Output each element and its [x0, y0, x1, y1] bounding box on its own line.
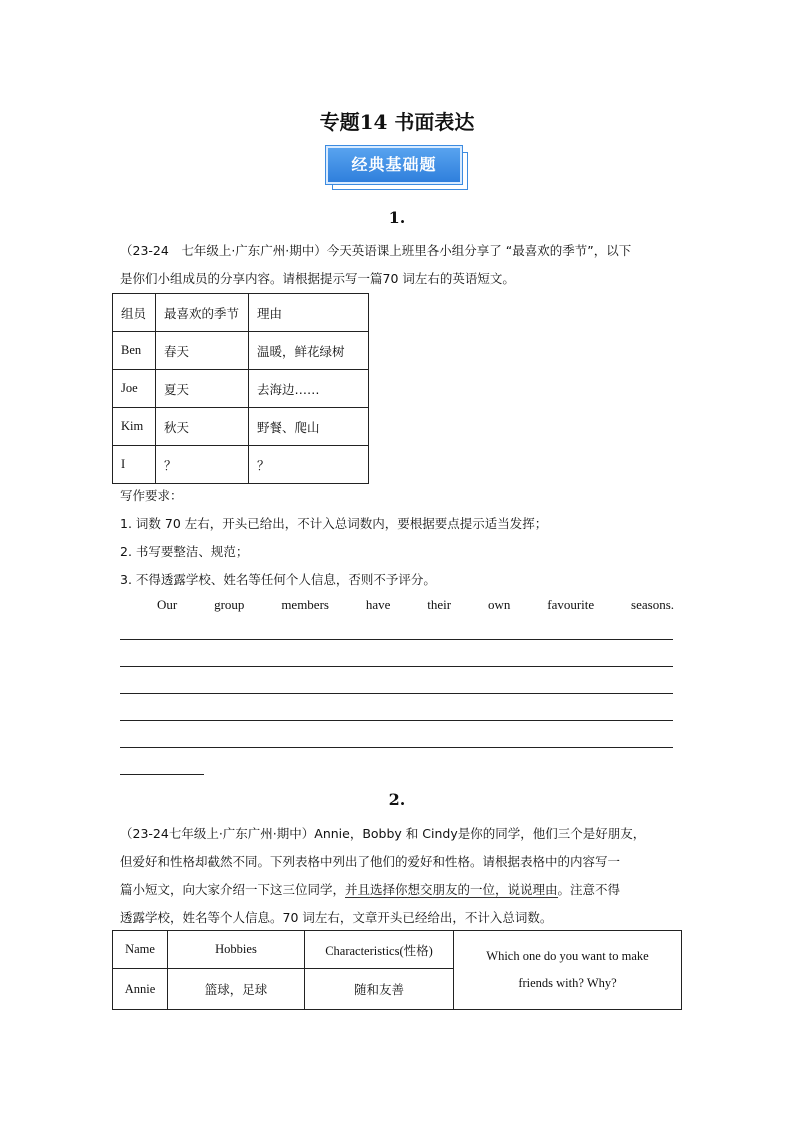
answer-line-short[interactable] — [120, 774, 204, 775]
requirement-item: 3. 不得透露学校、姓名等任何个人信息，否则不予评分。 — [120, 572, 436, 587]
q1-requirements — [120, 482, 676, 594]
table-header-row — [113, 294, 369, 332]
header-cell: 理由 — [249, 294, 369, 332]
opening-word: favourite — [547, 597, 595, 612]
q1-table — [112, 293, 369, 484]
table-row — [113, 446, 369, 484]
header-cell: Name — [113, 931, 168, 969]
banner-label: 经典基础题 — [326, 146, 462, 184]
question-line: Which one do you want to make — [486, 949, 649, 963]
header-cell: Hobbies — [168, 931, 305, 969]
q1-intro — [120, 237, 676, 293]
page-title: 专题14 书面表达 — [319, 110, 475, 134]
table-row — [113, 370, 369, 408]
q2-intro-line-3-part: 篇小短文，向大家介绍一下这三位同学， — [120, 882, 346, 897]
question-line: friends with? Why? — [518, 976, 617, 990]
opening-word: seasons. — [631, 597, 674, 612]
q2-intro-underlined: 并且选择你想交朋友的一位，说说理由 — [345, 882, 558, 897]
requirement-item: 1. 词数 70 左右，开头已给出，不计入总词数内，要根据要点提示适当发挥； — [120, 516, 548, 531]
header-cell: Characteristics(性格) — [305, 931, 454, 969]
answer-line[interactable] — [120, 639, 673, 640]
requirements-title: 写作要求： — [120, 488, 183, 503]
table-row — [113, 408, 369, 446]
q2-table — [112, 930, 682, 1010]
q2-intro-line-4: 透露学校，姓名等个人信息。70 词左右，文章开头已经给出，不计入总词数。 — [120, 910, 553, 925]
opening-word: Our — [157, 597, 178, 612]
table-cell: 随和友善 — [305, 969, 454, 1010]
table-cell: 去海边…… — [249, 370, 369, 408]
q2-intro-line-2: 但爱好和性格却截然不同。下列表格中列出了他们的爱好和性格。请根据表格中的内容写一 — [120, 854, 621, 869]
opening-word: members — [281, 597, 329, 612]
question-number-1: 1. — [388, 208, 406, 227]
table-cell: Kim — [113, 408, 156, 446]
q1-intro-line-2: 是你们小组成员的分享内容。请根据提示写一篇70 词左右的英语短文。 — [120, 271, 515, 286]
table-cell: 野餐、爬山 — [249, 408, 369, 446]
section-banner — [326, 146, 470, 192]
q1-opening-sentence — [157, 597, 674, 613]
q2-intro — [120, 820, 676, 932]
table-cell: Annie — [113, 969, 168, 1010]
table-cell: 温暖，鲜花绿树 — [249, 332, 369, 370]
table-cell: 篮球，足球 — [168, 969, 305, 1010]
question-number-2: 2. — [388, 790, 406, 809]
answer-line[interactable] — [120, 747, 673, 748]
table-header-row — [113, 931, 682, 969]
q2-intro-line-1: （23-24七年级上·广东广州·期中）Annie，Bobby 和 Cindy是你的同学，他们三个是好朋友， — [120, 826, 646, 841]
table-cell: 夏天 — [156, 370, 249, 408]
table-cell: ？ — [156, 446, 249, 484]
header-cell: 组员 — [113, 294, 156, 332]
table-cell: 春天 — [156, 332, 249, 370]
table-row — [113, 332, 369, 370]
q1-intro-line-1: （23-24 七年级上·广东广州·期中）今天英语课上班里各小组分享了 “最喜欢的季节”，以下 — [120, 243, 632, 258]
opening-word: own — [487, 597, 511, 612]
table-cell: 秋天 — [156, 408, 249, 446]
answer-line[interactable] — [120, 666, 673, 667]
answer-line[interactable] — [120, 720, 673, 721]
header-cell: 最喜欢的季节 — [156, 294, 249, 332]
opening-word: group — [214, 597, 245, 612]
table-cell: Joe — [113, 370, 156, 408]
opening-word: have — [365, 597, 391, 612]
table-cell: Ben — [113, 332, 156, 370]
table-cell: ？ — [249, 446, 369, 484]
requirement-item: 2. 书写要整洁、规范； — [120, 544, 249, 559]
q2-intro-line-3-part: 。注意不得 — [557, 882, 621, 897]
table-cell: I — [113, 446, 156, 484]
question-cell — [454, 931, 682, 1010]
q2-intro-line-3 — [120, 876, 676, 904]
answer-line[interactable] — [120, 693, 673, 694]
opening-word: their — [427, 597, 452, 612]
